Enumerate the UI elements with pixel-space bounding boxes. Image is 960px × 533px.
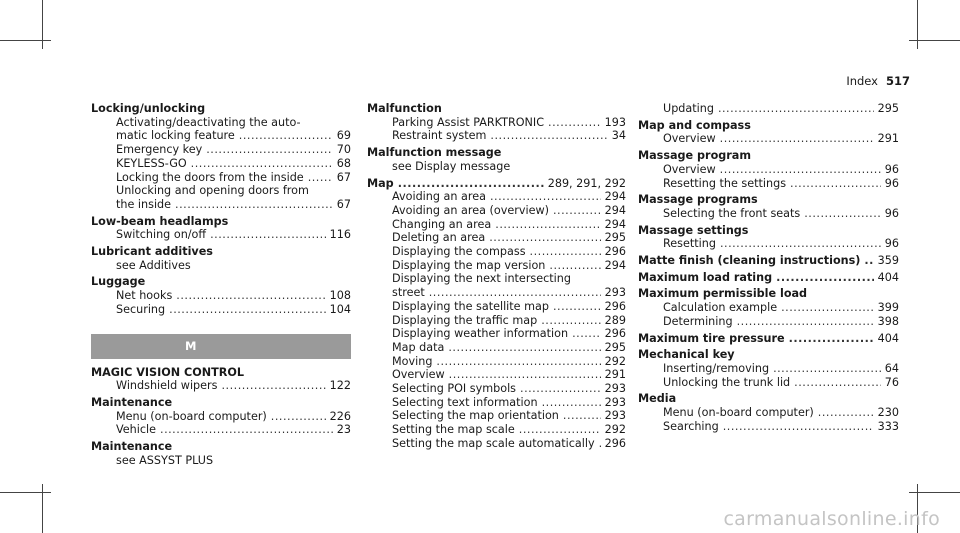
page-ref: 291 xyxy=(877,132,899,146)
entry-heading xyxy=(638,149,899,163)
dot-leader xyxy=(723,420,874,434)
sub-entry-text: Displaying the next intersecting xyxy=(392,272,571,286)
dot-leader xyxy=(541,314,600,328)
dot-leader xyxy=(718,102,874,116)
entry-gap xyxy=(638,433,899,436)
entry-heading-text: Locking/unlocking xyxy=(91,102,206,115)
entry-heading-text: Massage program xyxy=(638,149,751,163)
entry-heading xyxy=(91,245,351,259)
entry-heading-text: Maximum permissible load xyxy=(638,287,808,301)
sub-entry-text: Displaying the satellite map xyxy=(392,299,549,313)
page-ref: 34 xyxy=(611,129,626,143)
dot-leader xyxy=(191,157,333,171)
sub-entry xyxy=(367,341,626,355)
page-ref: 68 xyxy=(336,156,351,170)
sub-entry-text: matic locking feature xyxy=(116,129,235,143)
entry-heading xyxy=(367,177,626,191)
dot-leader xyxy=(490,190,601,204)
index-entry xyxy=(638,193,899,220)
sub-entry-text: Avoiding an area xyxy=(392,190,486,204)
entry-heading-text: Maximum tire pressure xyxy=(638,331,785,345)
sub-entry xyxy=(91,116,351,130)
sub-entry-text: Moving xyxy=(392,354,433,368)
entry-heading xyxy=(638,392,899,406)
page-ref: 108 xyxy=(329,289,351,303)
index-entry xyxy=(367,146,626,173)
sub-entry-text: Selecting POI symbols xyxy=(392,382,517,396)
sub-entry-text: Searching xyxy=(663,419,719,433)
page-ref: 289, 291, 292 xyxy=(547,176,626,190)
sub-entry-text: Overview xyxy=(392,368,445,382)
sub-entry xyxy=(638,376,899,390)
index-entry xyxy=(367,177,626,451)
sub-entry xyxy=(367,396,626,410)
sub-entry xyxy=(91,423,351,437)
sub-entry-text: Displaying the compass xyxy=(392,245,526,259)
index-entry xyxy=(91,275,351,316)
entry-heading-text: Media xyxy=(638,392,677,406)
page-ref: 193 xyxy=(604,115,626,129)
entry-heading-text: Luggage xyxy=(91,275,146,289)
dot-leader xyxy=(818,406,874,420)
sub-entry-text: Changing an area xyxy=(392,217,492,231)
sub-entry xyxy=(367,437,626,451)
sub-entry xyxy=(367,355,626,369)
sub-entry-text: Calculation example xyxy=(663,301,778,315)
sub-entry-text: Securing xyxy=(116,302,166,316)
entry-gap xyxy=(91,317,351,320)
sub-entry xyxy=(91,454,351,468)
sub-entry xyxy=(91,157,351,171)
sub-entry xyxy=(367,286,626,300)
sub-entry-text: Menu (on-board computer) xyxy=(663,406,814,420)
page-ref: 398 xyxy=(877,314,899,328)
dot-leader xyxy=(737,315,874,329)
entry-heading-text: Mechanical key xyxy=(638,348,735,362)
entry-list-m xyxy=(91,366,351,471)
entry-heading-text: Map and compass xyxy=(638,118,751,132)
page-ref: 292 xyxy=(604,354,626,368)
sub-entry xyxy=(91,410,351,424)
sub-entry xyxy=(367,272,626,286)
dot-leader xyxy=(804,207,881,221)
index-entry xyxy=(91,396,351,437)
page-ref: 296 xyxy=(604,327,626,341)
entry-heading xyxy=(638,332,899,346)
page-ref: 70 xyxy=(336,143,351,157)
entry-heading xyxy=(91,275,351,289)
page-number: 517 xyxy=(885,74,910,88)
entry-list xyxy=(638,102,899,436)
sub-entry xyxy=(638,237,899,251)
entry-heading xyxy=(91,215,351,229)
sub-entry xyxy=(638,102,899,116)
entry-heading-text: Maximum load rating xyxy=(638,270,773,284)
page-ref: 294 xyxy=(604,190,626,204)
sub-entry xyxy=(367,327,626,341)
page-ref: 292 xyxy=(604,423,626,437)
sub-entry xyxy=(91,143,351,157)
index-entry xyxy=(91,102,351,212)
sub-entry xyxy=(638,406,899,420)
page-ref: 293 xyxy=(604,382,626,396)
sub-entry-text: Determining xyxy=(663,314,733,328)
dot-leader xyxy=(206,143,333,157)
dot-leader xyxy=(221,379,325,393)
crop-mark xyxy=(42,0,43,49)
sub-entry-text: Setting the map scale xyxy=(392,423,515,437)
sub-entry xyxy=(367,245,626,259)
page-ref: 67 xyxy=(336,170,351,184)
sub-entry-text: Unlocking the trunk lid xyxy=(663,375,791,389)
page-ref: 96 xyxy=(884,176,899,190)
sub-entry-text: Selecting the front seats xyxy=(663,206,801,220)
sub-entry-text: Unlocking and opening doors from xyxy=(116,184,309,198)
sub-entry xyxy=(638,301,899,315)
index-entry xyxy=(91,245,351,272)
page-ref: 64 xyxy=(884,361,899,375)
dot-leader xyxy=(398,177,544,191)
dot-leader xyxy=(790,177,881,191)
index-entry xyxy=(638,348,899,389)
entry-heading-text: Malfunction xyxy=(367,102,442,115)
entry-gap xyxy=(91,467,351,470)
index-entry xyxy=(638,102,899,116)
dot-leader xyxy=(530,245,601,259)
dot-leader xyxy=(776,271,874,285)
page-ref: 399 xyxy=(877,301,899,315)
dot-leader xyxy=(490,129,607,143)
page-ref: 333 xyxy=(877,419,899,433)
entry-heading xyxy=(638,193,899,207)
page-ref: 104 xyxy=(329,302,351,316)
dot-leader xyxy=(175,198,333,212)
page-ref: 293 xyxy=(604,395,626,409)
sub-entry-text: Windshield wipers xyxy=(116,379,218,393)
page-ref: 294 xyxy=(604,203,626,217)
entry-heading xyxy=(638,254,899,268)
page-ref: 76 xyxy=(884,375,899,389)
sub-entry-text: Menu (on-board computer) xyxy=(116,409,267,423)
index-entry xyxy=(638,287,899,328)
page-ref: 404 xyxy=(877,331,899,345)
dot-leader xyxy=(794,376,881,390)
sub-entry xyxy=(91,303,351,317)
entry-heading-text: Maintenance xyxy=(91,440,173,454)
sub-entry xyxy=(91,171,351,185)
page-ref: 296 xyxy=(604,299,626,313)
sub-entry-text: Parking Assist PARKTRONIC xyxy=(392,115,545,129)
page-ref: 67 xyxy=(336,197,351,211)
index-entry xyxy=(638,332,899,346)
sub-entry xyxy=(367,382,626,396)
entry-heading xyxy=(638,271,899,285)
dot-leader xyxy=(789,332,874,346)
dot-leader xyxy=(781,301,874,315)
sub-entry xyxy=(638,207,899,221)
sub-entry-text: Selecting the map orientation xyxy=(392,409,559,423)
index-entry xyxy=(638,149,899,190)
dot-leader xyxy=(553,204,601,218)
sub-entry xyxy=(367,190,626,204)
sub-entry xyxy=(367,129,626,143)
sub-entry xyxy=(91,129,351,143)
dot-leader xyxy=(448,341,600,355)
dot-leader xyxy=(489,231,600,245)
sub-entry-text: Displaying weather information xyxy=(392,327,569,341)
sub-entry-text: Displaying the traffic map xyxy=(392,313,538,327)
entry-gap xyxy=(367,451,626,454)
entry-heading-text: Map xyxy=(367,176,394,190)
sub-entry-text: Vehicle xyxy=(116,423,157,437)
dot-leader xyxy=(563,409,601,423)
sub-entry-text: Updating xyxy=(663,102,714,115)
dot-leader xyxy=(429,286,601,300)
page-ref: 96 xyxy=(884,162,899,176)
index-entry xyxy=(91,215,351,242)
sub-entry xyxy=(367,204,626,218)
dot-leader xyxy=(548,116,601,130)
page-ref: 296 xyxy=(604,436,626,450)
index-entry xyxy=(638,224,899,251)
sub-entry-text: Activating/deactivating the auto- xyxy=(116,115,301,129)
entry-heading-text: MAGIC VISION CONTROL xyxy=(91,365,245,379)
page-ref: 291 xyxy=(604,368,626,382)
page-ref: 289 xyxy=(604,313,626,327)
section-letter-bar xyxy=(91,334,351,359)
entry-list xyxy=(367,102,626,454)
entry-heading xyxy=(91,440,351,454)
page-ref: 293 xyxy=(604,286,626,300)
sub-entry xyxy=(638,420,899,434)
sub-entry xyxy=(367,259,626,273)
dot-leader xyxy=(210,228,326,242)
entry-heading-text: Malfunction message xyxy=(367,146,502,160)
entry-heading xyxy=(91,102,351,116)
dot-leader xyxy=(572,327,601,341)
dot-leader xyxy=(549,259,600,273)
index-entry xyxy=(638,271,899,285)
index-entry xyxy=(91,440,351,467)
dot-leader xyxy=(169,303,326,317)
dot-leader xyxy=(864,254,873,268)
page-ref: 96 xyxy=(884,237,899,251)
index-entry xyxy=(638,392,899,433)
entry-heading xyxy=(638,224,899,238)
crop-mark xyxy=(0,492,51,493)
sub-entry-text: see Display message xyxy=(392,159,511,173)
sub-entry xyxy=(638,132,899,146)
sub-entry xyxy=(367,409,626,423)
page-ref: 116 xyxy=(329,228,351,242)
sub-entry xyxy=(91,289,351,303)
dot-leader xyxy=(720,163,881,177)
index-column-1 xyxy=(91,102,351,470)
sub-entry-text: Overview xyxy=(663,132,716,146)
dot-leader xyxy=(599,437,601,451)
index-column-2 xyxy=(367,102,626,454)
crop-mark xyxy=(0,40,51,41)
dot-leader xyxy=(542,396,601,410)
header-title: Index xyxy=(846,74,878,88)
sub-entry-text: Map data xyxy=(392,340,445,354)
entry-heading xyxy=(91,366,351,380)
sub-entry xyxy=(91,228,351,242)
sub-entry xyxy=(91,379,351,393)
dot-leader xyxy=(720,132,874,146)
page-ref: 294 xyxy=(604,217,626,231)
sub-entry xyxy=(367,368,626,382)
page-ref: 295 xyxy=(604,231,626,245)
dot-leader xyxy=(436,355,600,369)
index-column-3 xyxy=(638,102,899,436)
crop-mark xyxy=(909,492,960,493)
index-entry xyxy=(367,102,626,143)
dot-leader xyxy=(160,423,333,437)
entry-list-l xyxy=(91,102,351,320)
page-ref: 296 xyxy=(604,245,626,259)
sub-entry-text: Avoiding an area (overview) xyxy=(392,203,549,217)
crop-mark xyxy=(917,0,918,49)
page-ref: 96 xyxy=(884,206,899,220)
entry-heading-text: Matte finish (cleaning instructions) xyxy=(638,254,861,268)
page-ref: 23 xyxy=(336,423,351,437)
sub-entry-text: Selecting text information xyxy=(392,395,538,409)
sub-entry xyxy=(367,314,626,328)
sub-entry xyxy=(367,160,626,174)
sub-entry-text: street xyxy=(392,286,425,300)
dot-leader xyxy=(176,289,325,303)
page-ref: 230 xyxy=(877,406,899,420)
dot-leader xyxy=(308,171,333,185)
sub-entry-text: Displaying the map version xyxy=(392,258,546,272)
page-ref: 295 xyxy=(604,340,626,354)
sub-entry-text: Locking the doors from the inside xyxy=(116,170,304,184)
sub-entry xyxy=(367,116,626,130)
sub-entry xyxy=(367,300,626,314)
dot-leader xyxy=(553,300,601,314)
entry-heading xyxy=(638,287,899,301)
page-ref: 122 xyxy=(329,379,351,393)
sub-entry-text: see Additives xyxy=(116,258,191,272)
watermark: carmanualsonline.info xyxy=(723,508,940,530)
page-ref: 69 xyxy=(336,129,351,143)
sub-entry-text: Emergency key xyxy=(116,143,203,157)
entry-heading xyxy=(638,119,899,133)
sub-entry-text: Restraint system xyxy=(392,129,487,143)
sub-entry-text: Deleting an area xyxy=(392,231,486,245)
sub-entry-text: Inserting/removing xyxy=(663,361,770,375)
sub-entry xyxy=(91,184,351,198)
dot-leader xyxy=(773,362,881,376)
sub-entry-text: Overview xyxy=(663,162,716,176)
sub-entry-text: Switching on/off xyxy=(116,228,207,242)
sub-entry xyxy=(638,362,899,376)
sub-entry-text: KEYLESS-GO xyxy=(116,156,187,170)
sub-entry xyxy=(638,177,899,191)
dot-leader xyxy=(495,218,600,232)
dot-leader xyxy=(520,382,601,396)
entry-heading-text: Maintenance xyxy=(91,395,173,409)
page-ref: 404 xyxy=(877,270,899,284)
page-header xyxy=(846,74,910,88)
entry-heading-text: Lubricant additives xyxy=(91,245,213,259)
dot-leader xyxy=(449,368,601,382)
sub-entry xyxy=(91,198,351,212)
entry-heading xyxy=(367,102,626,116)
entry-heading xyxy=(638,348,899,362)
entry-heading-text: Massage programs xyxy=(638,193,758,207)
crop-mark xyxy=(909,40,960,41)
sub-entry-text: see ASSYST PLUS xyxy=(116,453,214,467)
page-ref: 295 xyxy=(877,102,899,115)
sub-entry-text: Resetting xyxy=(663,237,716,251)
dot-leader xyxy=(271,410,326,424)
sub-entry-text: Resetting the settings xyxy=(663,176,787,190)
entry-heading-text: Massage settings xyxy=(638,223,749,237)
sub-entry xyxy=(91,259,351,273)
dot-leader xyxy=(239,129,333,143)
sub-entry xyxy=(638,315,899,329)
dot-leader xyxy=(519,423,601,437)
page-ref: 359 xyxy=(877,254,899,268)
dot-leader xyxy=(720,237,881,251)
section-letter: M xyxy=(185,338,197,353)
sub-entry xyxy=(367,231,626,245)
sub-entry xyxy=(638,163,899,177)
page-ref: 226 xyxy=(329,409,351,423)
sub-entry-text: Setting the map scale automatically xyxy=(392,436,595,450)
page-ref: 294 xyxy=(604,258,626,272)
entry-heading xyxy=(367,146,626,160)
entry-heading xyxy=(91,396,351,410)
sub-entry xyxy=(367,218,626,232)
index-entry xyxy=(91,366,351,393)
entry-heading-text: Low-beam headlamps xyxy=(91,214,229,228)
sub-entry-text: Net hooks xyxy=(116,289,173,303)
sub-entry xyxy=(367,423,626,437)
index-entry xyxy=(638,119,899,146)
index-entry xyxy=(638,254,899,268)
sub-entry-text: the inside xyxy=(116,197,172,211)
page-ref: 293 xyxy=(604,409,626,423)
